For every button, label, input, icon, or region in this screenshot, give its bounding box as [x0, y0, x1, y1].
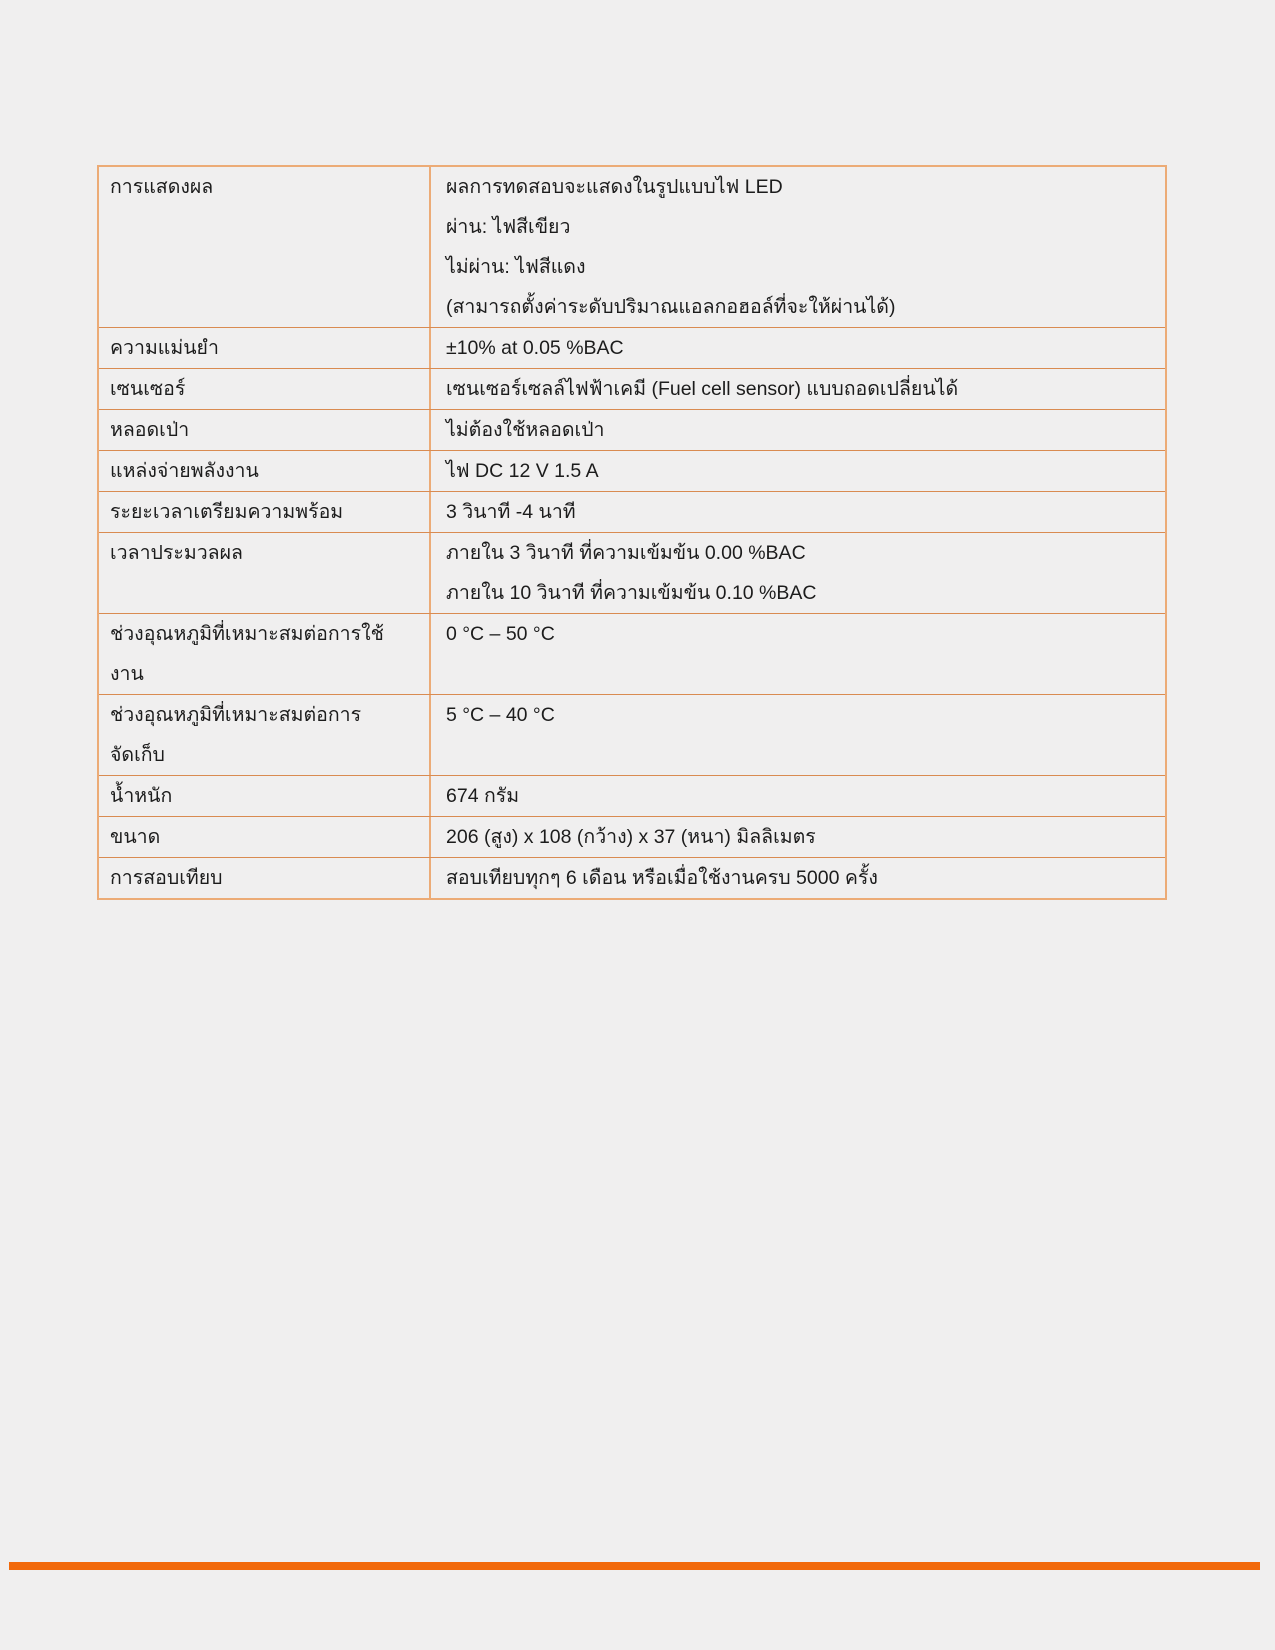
label-line: การแสดงผล	[110, 176, 214, 198]
row-label-cell	[99, 817, 431, 857]
row-value-cell	[431, 167, 1165, 327]
row-label-cell	[99, 451, 431, 491]
label-line: ช่วงอุณหภูมิที่เหมาะสมต่อการใช้	[110, 623, 384, 645]
row-value-cell	[431, 533, 1165, 613]
row-value-cell	[431, 776, 1165, 816]
row-label-cell	[99, 858, 431, 898]
label-line: ขนาด	[110, 826, 161, 848]
row-label-cell	[99, 492, 431, 532]
spec-table	[97, 165, 1167, 900]
table-row	[99, 167, 1165, 327]
value-line: (สามารถตั้งค่าระดับปริมาณแอลกอฮอล์ที่จะให้ผ่านได้)	[446, 296, 896, 318]
label-line: แหล่งจ่ายพลังงาน	[110, 460, 259, 482]
value-line: 5 °C – 40 °C	[446, 704, 555, 726]
row-label-cell	[99, 695, 431, 775]
label-line: เซนเซอร์	[110, 378, 186, 400]
value-line: 3 วินาที -4 นาที	[446, 501, 576, 523]
value-line: ผ่าน: ไฟสีเขียว	[446, 216, 571, 238]
row-label-cell	[99, 533, 431, 613]
row-value-cell	[431, 858, 1165, 898]
row-value-cell	[431, 369, 1165, 409]
table-row	[99, 327, 1165, 368]
value-line: 206 (สูง) x 108 (กว้าง) x 37 (หนา) มิลลิเมตร	[446, 826, 816, 848]
value-line: 674 กรัม	[446, 785, 520, 807]
value-line: ±10% at 0.05 %BAC	[446, 337, 624, 359]
table-row	[99, 613, 1165, 694]
label-line: น้ำหนัก	[110, 785, 173, 807]
row-label-cell	[99, 328, 431, 368]
row-label-cell	[99, 167, 431, 327]
label-line: ช่วงอุณหภูมิที่เหมาะสมต่อการ	[110, 704, 362, 726]
table-row	[99, 857, 1165, 898]
label-line: งาน	[110, 663, 144, 685]
value-line: สอบเทียบทุกๆ 6 เดือน หรือเมื่อใช้งานครบ 5000 ครั้ง	[446, 867, 878, 889]
label-line: การสอบเทียบ	[110, 867, 223, 889]
row-label-cell	[99, 410, 431, 450]
table-row	[99, 775, 1165, 816]
value-line: ผลการทดสอบจะแสดงในรูปแบบไฟ LED	[446, 176, 783, 198]
row-label-cell	[99, 776, 431, 816]
bottom-accent-bar	[9, 1562, 1260, 1570]
label-line: จัดเก็บ	[110, 744, 165, 766]
value-line: เซนเซอร์เซลล์ไฟฟ้าเคมี (Fuel cell sensor) แบบถอดเปลี่ยนได้	[446, 378, 959, 400]
row-value-cell	[431, 614, 1165, 694]
label-line: เวลาประมวลผล	[110, 542, 243, 564]
value-line: ภายใน 10 วินาที ที่ความเข้มข้น 0.10 %BAC	[446, 582, 817, 604]
value-line: ไม่ต้องใช้หลอดเป่า	[446, 419, 605, 441]
row-value-cell	[431, 328, 1165, 368]
value-line: ไฟ DC 12 V 1.5 A	[446, 460, 599, 482]
label-line: ความแม่นยำ	[110, 337, 219, 359]
value-line: 0 °C – 50 °C	[446, 623, 555, 645]
row-value-cell	[431, 410, 1165, 450]
row-value-cell	[431, 695, 1165, 775]
row-label-cell	[99, 614, 431, 694]
table-row	[99, 694, 1165, 775]
row-label-cell	[99, 369, 431, 409]
table-row	[99, 491, 1165, 532]
value-line: ไม่ผ่าน: ไฟสีแดง	[446, 256, 586, 278]
row-value-cell	[431, 451, 1165, 491]
table-row	[99, 450, 1165, 491]
table-row	[99, 409, 1165, 450]
row-value-cell	[431, 817, 1165, 857]
label-line: หลอดเป่า	[110, 419, 190, 441]
table-row	[99, 368, 1165, 409]
value-line: ภายใน 3 วินาที ที่ความเข้มข้น 0.00 %BAC	[446, 542, 806, 564]
label-line: ระยะเวลาเตรียมความพร้อม	[110, 501, 344, 523]
table-row	[99, 816, 1165, 857]
row-value-cell	[431, 492, 1165, 532]
table-row	[99, 532, 1165, 613]
